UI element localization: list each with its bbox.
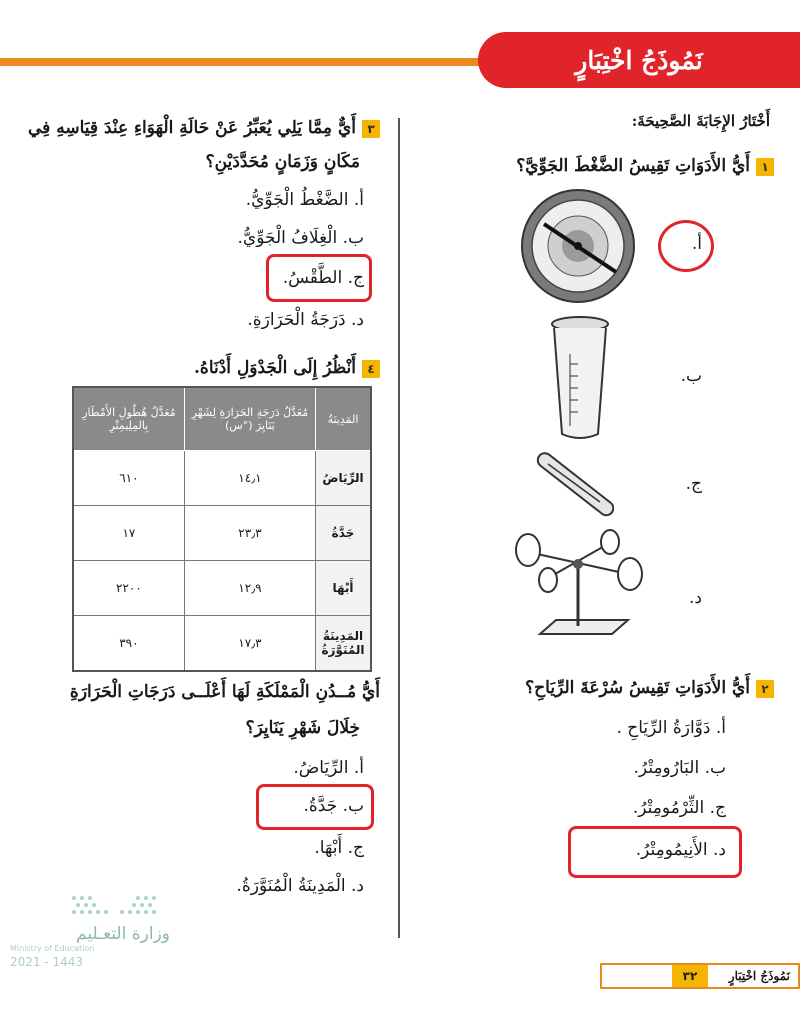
- rain-gauge-icon: [548, 314, 612, 444]
- ministry-logo-icon: [64, 890, 164, 920]
- q3-option-b[interactable]: ب. الْغِلَافُ الْجَوِّيُّ.: [237, 228, 364, 248]
- footer-label: نَمُوذَجُ اخْتِبَارٍ: [728, 969, 790, 983]
- table-cell-city: أَبْهَا: [316, 561, 372, 616]
- table-cell-rainfall: ٦١٠: [73, 451, 184, 506]
- q2-option-a[interactable]: أ. دَوَّارَةُ الرِّيَاحِ .: [616, 718, 726, 738]
- q2-text: أَيُّ الأَدَوَاتِ تَقِيسُ سُرْعَةَ الرِّيَاحِ؟: [525, 678, 750, 698]
- thermometer-icon: [534, 450, 614, 520]
- q4-option-a[interactable]: أ. الرِّيَاضُ.: [293, 758, 364, 778]
- q1-option-c[interactable]: ج.: [685, 474, 702, 494]
- q4-question: [194, 352, 380, 384]
- q1-option-b[interactable]: ب.: [680, 366, 702, 386]
- table-row: [73, 561, 371, 616]
- anemometer-icon: [508, 524, 648, 646]
- q4-number-badge: ٤: [362, 360, 380, 378]
- table-cell-city: جَدَّةُ: [316, 506, 372, 561]
- q3-number-badge: ٣: [362, 120, 380, 138]
- q2-option-c[interactable]: ج. الثِّرْمُومِتْرُ.: [632, 798, 726, 818]
- barometer-icon: [520, 188, 636, 304]
- q4-option-b[interactable]: ب. جَدَّةُ.: [303, 796, 364, 816]
- instruction-text: أَخْتَارُ الإِجَابَةَ الصَّحِيحَةَ:: [631, 112, 770, 130]
- q1-question: [516, 150, 774, 182]
- table-header-temperature: مُعَدَّلُ دَرَجَةِ الحَرَارَةِ لِشَهْرِ يَنَايِرَ (°س): [184, 387, 315, 451]
- ministry-name-en: Ministry of Education: [10, 944, 95, 953]
- ministry-watermark: [10, 890, 170, 970]
- q2-number-badge: ٢: [756, 680, 774, 698]
- q3-text-line1: أَيٌّ مِمَّا يَلِي يُعَبِّرُ عَنْ حَالَةِ الْهَوَاءِ عِنْدَ قِيَاسِهِ فِي: [28, 118, 356, 138]
- q4-text: أَنْظُرُ إِلَى الْجَدْوَلِ أَدْنَاهُ.: [194, 358, 356, 378]
- q4-question-line1: أَيُّ مُــدُنِ الْمَمْلَكَةِ لَهَا أَعْلَــى دَرَجَاتِ الْحَرَارَةِ: [69, 682, 380, 702]
- table-cell-temperature: ١٧٫٣: [184, 616, 315, 672]
- table-cell-temperature: ١٢٫٩: [184, 561, 315, 616]
- q1-option-a[interactable]: أ.: [691, 234, 702, 254]
- q2-option-b[interactable]: ب. البَارُومِتْرُ.: [633, 758, 726, 778]
- q1-text: أَيُّ الأَدَوَاتِ تَقِيسُ الضَّغْطَ الجَوِّيَّ؟: [516, 156, 750, 176]
- column-divider: [398, 118, 400, 938]
- q1-answer-circle: [658, 220, 714, 272]
- table-cell-city: المَدِينَةُ المُنَوَّرَةُ: [316, 616, 372, 672]
- footer-bar: [600, 963, 800, 989]
- table-row: [73, 506, 371, 561]
- q3-option-d[interactable]: د. دَرَجَةُ الْحَرَارَةِ.: [247, 310, 364, 330]
- q3-text-line2: مَكَانٍ وَزَمَانٍ مُحَدَّدَيْنِ؟: [205, 152, 360, 172]
- table-cell-temperature: ٢٣٫٣: [184, 506, 315, 561]
- q1-option-d[interactable]: د.: [689, 588, 702, 608]
- q2-question: [525, 672, 774, 704]
- q2-option-d[interactable]: د. الأَنِيمُومِتْرُ.: [635, 840, 726, 860]
- page-title: نَمُوذَجُ اخْتِبَارٍ: [478, 32, 800, 88]
- table-cell-rainfall: ٣٩٠: [73, 616, 184, 672]
- q3-option-c[interactable]: ج. الطَّقْسُ.: [282, 268, 364, 288]
- q3-option-a[interactable]: أ. الضَّغْطُ الْجَوِّيُّ.: [245, 190, 364, 210]
- table-header-city: المَدِينَةُ: [316, 387, 372, 451]
- ministry-name-ar: وزارة التعـليم: [76, 924, 170, 944]
- ministry-year: 2021 - 1443: [10, 955, 84, 969]
- q4-option-c[interactable]: ج. أَبْهَا.: [314, 838, 364, 858]
- weather-table: [72, 386, 372, 672]
- table-cell-city: الرِّيَاضُ: [316, 451, 372, 506]
- q4-option-d[interactable]: د. الْمَدِينَةُ الْمُنَوَّرَةُ.: [236, 876, 364, 896]
- q1-number-badge: ١: [756, 158, 774, 176]
- q3-question: [28, 112, 380, 144]
- page-number: ٣٢: [672, 965, 708, 987]
- table-row: [73, 451, 371, 506]
- q4-question-line2: خِلَالَ شَهْرِ يَنَايِرَ؟: [245, 718, 360, 738]
- table-cell-rainfall: ٢٢٠٠: [73, 561, 184, 616]
- table-header-rainfall: مُعَدَّلُ هُطُولِ الأَمْطَارِ بِالمِلِيمِتْرِ: [73, 387, 184, 451]
- table-cell-rainfall: ١٧: [73, 506, 184, 561]
- table-cell-temperature: ١٤٫١: [184, 451, 315, 506]
- table-row: [73, 616, 371, 672]
